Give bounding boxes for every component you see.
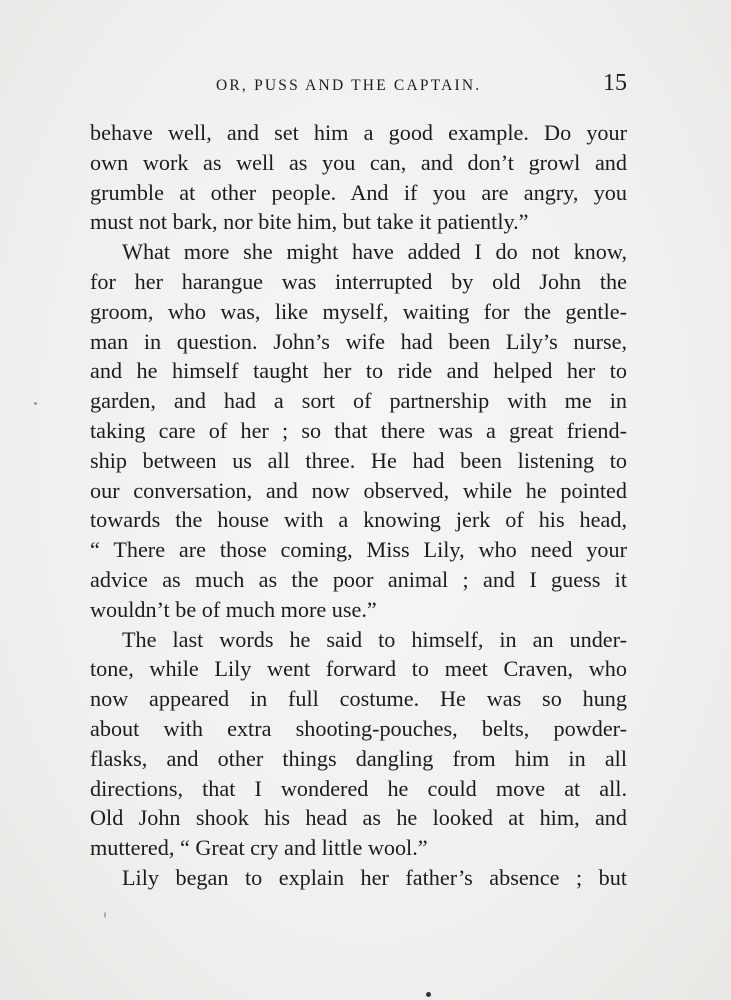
ink-speck [34, 402, 37, 405]
text-line: advice as much as the poor animal ; and I guess it [90, 566, 627, 592]
text-line: groom, who was, like myself, waiting for the gentle- [90, 298, 627, 324]
text-line: our conversation, and now observed, while he pointed [90, 477, 627, 503]
text-line: and he himself taught her to ride and helped her to [90, 358, 627, 384]
text-line: now appeared in full costume. He was so hung [90, 686, 627, 712]
page-header [90, 70, 627, 104]
text-line: “ There are those coming, Miss Lily, who need your [90, 537, 627, 563]
text-line: grumble at other people. And if you are angry, you [90, 179, 627, 205]
text-line: What more she might have added I do not know, [122, 239, 627, 265]
ink-speck [426, 992, 431, 997]
text-line: own work as well as you can, and don’t growl and [90, 149, 627, 175]
text-line: man in question. John’s wife had been Lily’s nurse, [90, 328, 627, 354]
text-line: Lily began to explain her father’s absence ; but [122, 864, 627, 890]
running-head: OR, PUSS AND THE CAPTAIN. [216, 77, 482, 94]
text-line: The last words he said to himself, in an under- [122, 626, 627, 652]
text-line: towards the house with a knowing jerk of his head, [90, 507, 627, 533]
text-line: muttered, “ Great cry and little wool.” [90, 835, 428, 861]
text-line: ship between us all three. He had been listening to [90, 447, 627, 473]
page-number: 15 [603, 70, 627, 96]
text-line: behave well, and set him a good example. Do your [90, 120, 627, 145]
text-line: garden, and had a sort of partnership with me in [90, 388, 627, 414]
text-line: Old John shook his head as he looked at him, and [90, 805, 627, 831]
text-line: must not bark, nor bite him, but take it patiently.” [90, 209, 529, 235]
text-line: directions, that I wondered he could move at all. [90, 775, 627, 801]
text-line: taking care of her ; so that there was a great friend- [90, 417, 627, 443]
text-line: flasks, and other things dangling from him in all [90, 745, 627, 771]
text-line: wouldn’t be of much more use.” [90, 596, 377, 622]
text-line: for her harangue was interrupted by old John the [90, 268, 627, 294]
ink-speck [104, 912, 106, 918]
text-line: about with extra shooting-pouches, belts, powder- [90, 715, 627, 741]
text-line: tone, while Lily went forward to meet Craven, who [90, 656, 627, 682]
body-text [90, 118, 627, 893]
